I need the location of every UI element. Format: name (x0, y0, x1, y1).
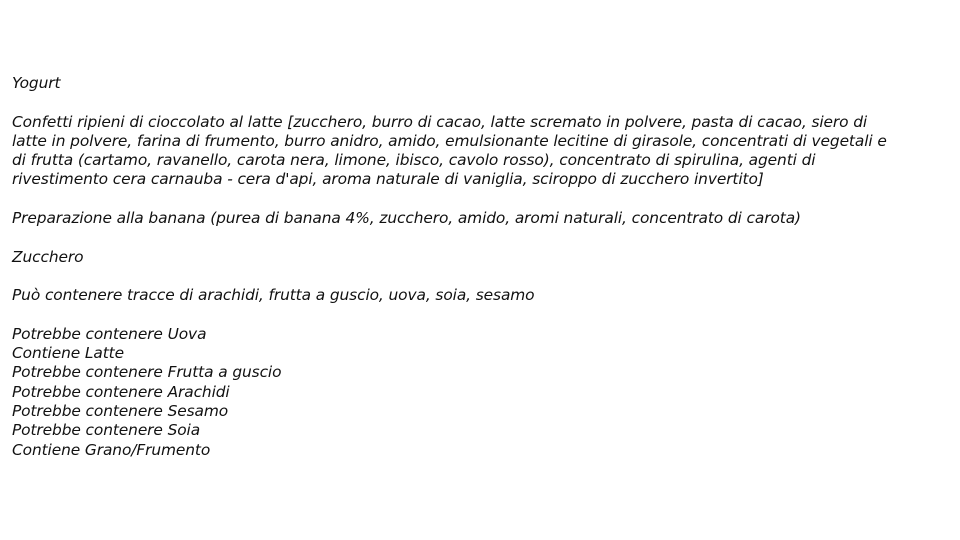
traces-warning (12, 286, 952, 305)
ingredients-document (12, 74, 952, 460)
allergen-item: Contiene Grano/Frumento (12, 440, 211, 459)
text-line: Zucchero (12, 247, 84, 266)
ingredient-yogurt (12, 74, 952, 93)
text-line: Confetti ripieni di cioccolato al latte [zucchero, burro di cacao, latte scremato in polvere, pasta di cacao, siero di (12, 112, 868, 131)
allergen-item: Potrebbe contenere Frutta a guscio (12, 363, 282, 382)
allergen-item: Potrebbe contenere Soia (12, 421, 201, 440)
text-line: Può contenere tracce di arachidi, frutta a guscio, uova, soia, sesamo (12, 286, 535, 305)
ingredient-confetti (12, 113, 952, 190)
text-line: di frutta (cartamo, ravanello, carota nera, limone, ibisco, cavolo rosso), concentrato di spirulina, agenti di (12, 151, 816, 170)
ingredient-banana (12, 209, 952, 228)
ingredient-zucchero (12, 248, 952, 267)
allergen-list (12, 325, 952, 460)
allergen-item: Potrebbe contenere Uova (12, 324, 207, 343)
text-line: latte in polvere, farina di frumento, burro anidro, amido, emulsionante lecitine di girasole, concentrati di vegetali e (12, 131, 887, 150)
text-line: rivestimento cera carnauba - cera d'api, aroma naturale di vaniglia, sciroppo di zucchero invertito] (12, 170, 764, 189)
text-line: Preparazione alla banana (purea di banana 4%, zucchero, amido, aromi naturali, concentrato di carota) (12, 209, 801, 228)
allergen-item: Contiene Latte (12, 344, 124, 363)
allergen-item: Potrebbe contenere Arachidi (12, 382, 230, 401)
text-line: Yogurt (12, 74, 61, 92)
allergen-item: Potrebbe contenere Sesamo (12, 402, 229, 421)
